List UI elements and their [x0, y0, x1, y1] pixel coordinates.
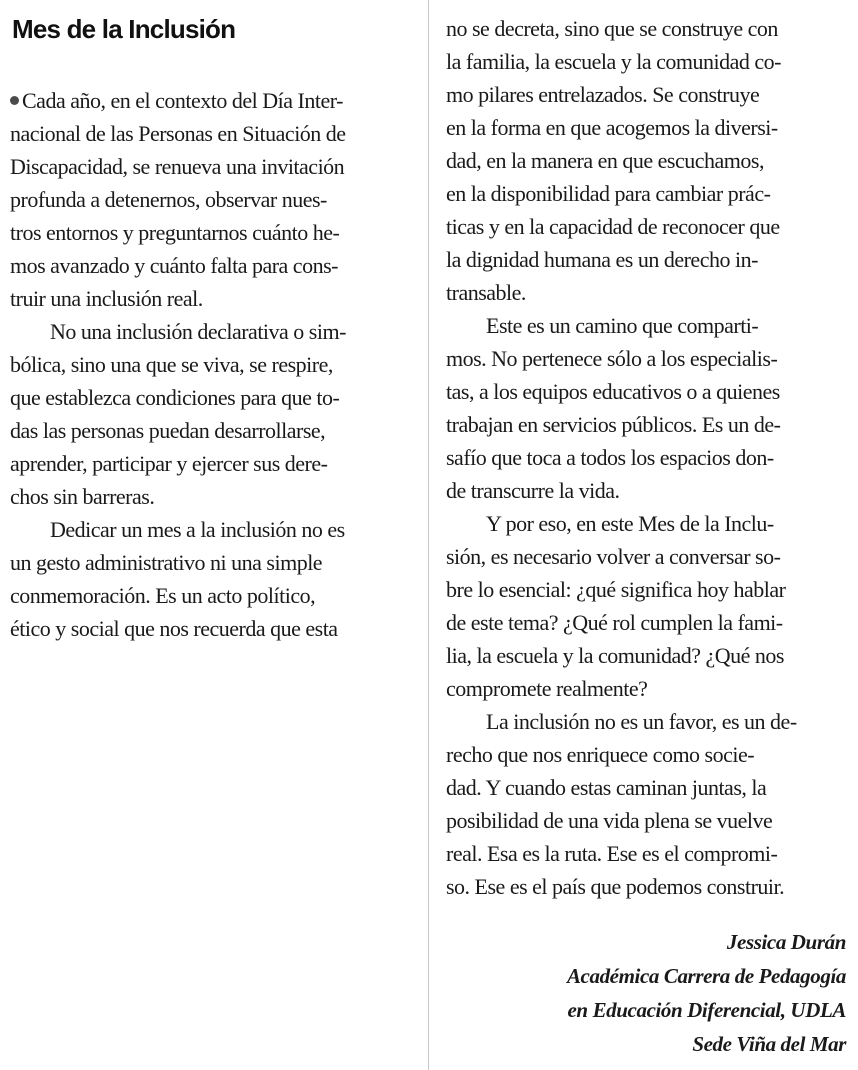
article-text-line: que establezca condiciones para que to-: [10, 385, 340, 410]
article-text-line: dad, en la manera en que escuchamos,: [446, 148, 764, 173]
article-text-line: real. Esa es la ruta. Ese es el compromi-: [446, 841, 778, 866]
article-text-line: Y por eso, en este Mes de la Inclu-: [486, 511, 774, 536]
column-divider: [428, 0, 429, 1070]
author-title: Académica Carrera de Pedagogía: [566, 964, 846, 988]
article-text-line: chos sin barreras.: [10, 484, 155, 509]
article-text-line: un gesto administrativo ni una simple: [10, 550, 323, 575]
article-text-line: en la forma en que acogemos la diversi-: [446, 115, 778, 140]
article-text-line: de transcurre la vida.: [446, 478, 620, 503]
article-text-line: bre lo esencial: ¿qué significa hoy hablar: [446, 577, 786, 602]
article-text-line: ticas y en la capacidad de reconocer que: [446, 214, 780, 239]
article-text-line: ético y social que nos recuerda que esta: [10, 616, 338, 641]
article-text-line: truir una inclusión real.: [10, 286, 203, 311]
article-text-line: La inclusión no es un favor, es un de-: [486, 709, 797, 734]
article-text-line: das las personas puedan desarrollarse,: [10, 418, 326, 443]
article-text-line: aprender, participar y ejercer sus dere-: [10, 451, 328, 476]
article-text-line: dad. Y cuando estas caminan juntas, la: [446, 775, 767, 800]
article-text-line: so. Ese es el país que podemos construir.: [446, 874, 785, 899]
article-text-line: Cada año, en el contexto del Día Inter-: [10, 86, 343, 116]
article-text-line: bólica, sino una que se viva, se respire,: [10, 352, 333, 377]
article-text-line: safío que toca a todos los espacios don-: [446, 445, 774, 470]
author-name: Jessica Durán: [726, 930, 846, 954]
article-text-line: en la disponibilidad para cambiar prác-: [446, 181, 771, 206]
bullet-icon: [10, 96, 19, 105]
article-text-line: nacional de las Personas en Situación de: [10, 121, 346, 146]
article-text-line: recho que nos enriquece como socie-: [446, 742, 755, 767]
article-text-line: transable.: [446, 280, 526, 305]
article-text-line: lia, la escuela y la comunidad? ¿Qué nos: [446, 643, 784, 668]
article-text-line: mos. No pertenece sólo a los especialis-: [446, 346, 778, 371]
article-text-line: Dedicar un mes a la inclusión no es: [50, 517, 345, 542]
article-title: Mes de la Inclusión: [12, 14, 236, 44]
article-text-line: la familia, la escuela y la comunidad co-: [446, 49, 782, 74]
article-text-line: la dignidad humana es un derecho in-: [446, 247, 758, 272]
article-text-line: Este es un camino que comparti-: [486, 313, 759, 338]
article-text-line: Discapacidad, se renueva una invitación: [10, 154, 345, 179]
article-text-line: profunda a detenernos, observar nues-: [10, 187, 327, 212]
article-text-line: posibilidad de una vida plena se vuelve: [446, 808, 773, 833]
article-text-line: sión, es necesario volver a conversar so-: [446, 544, 781, 569]
author-campus: Sede Viña del Mar: [692, 1032, 846, 1056]
article-text-line: trabajan en servicios públicos. Es un de-: [446, 412, 781, 437]
article-text-line: de este tema? ¿Qué rol cumplen la fami-: [446, 610, 783, 635]
article-text-line: tros entornos y preguntarnos cuánto he-: [10, 220, 340, 245]
article-text-line: tas, a los equipos educativos o a quienes: [446, 379, 780, 404]
article-text-line: mo pilares entrelazados. Se construye: [446, 82, 760, 107]
article-text-line: mos avanzado y cuánto falta para cons-: [10, 253, 338, 278]
article-text-line: compromete realmente?: [446, 676, 648, 701]
author-department: en Educación Diferencial, UDLA: [567, 998, 846, 1022]
article-text-line: conmemoración. Es un acto político,: [10, 583, 316, 608]
article-text-line: no se decreta, sino que se construye con: [446, 16, 778, 41]
article-text-line: No una inclusión declarativa o sim-: [50, 319, 346, 344]
